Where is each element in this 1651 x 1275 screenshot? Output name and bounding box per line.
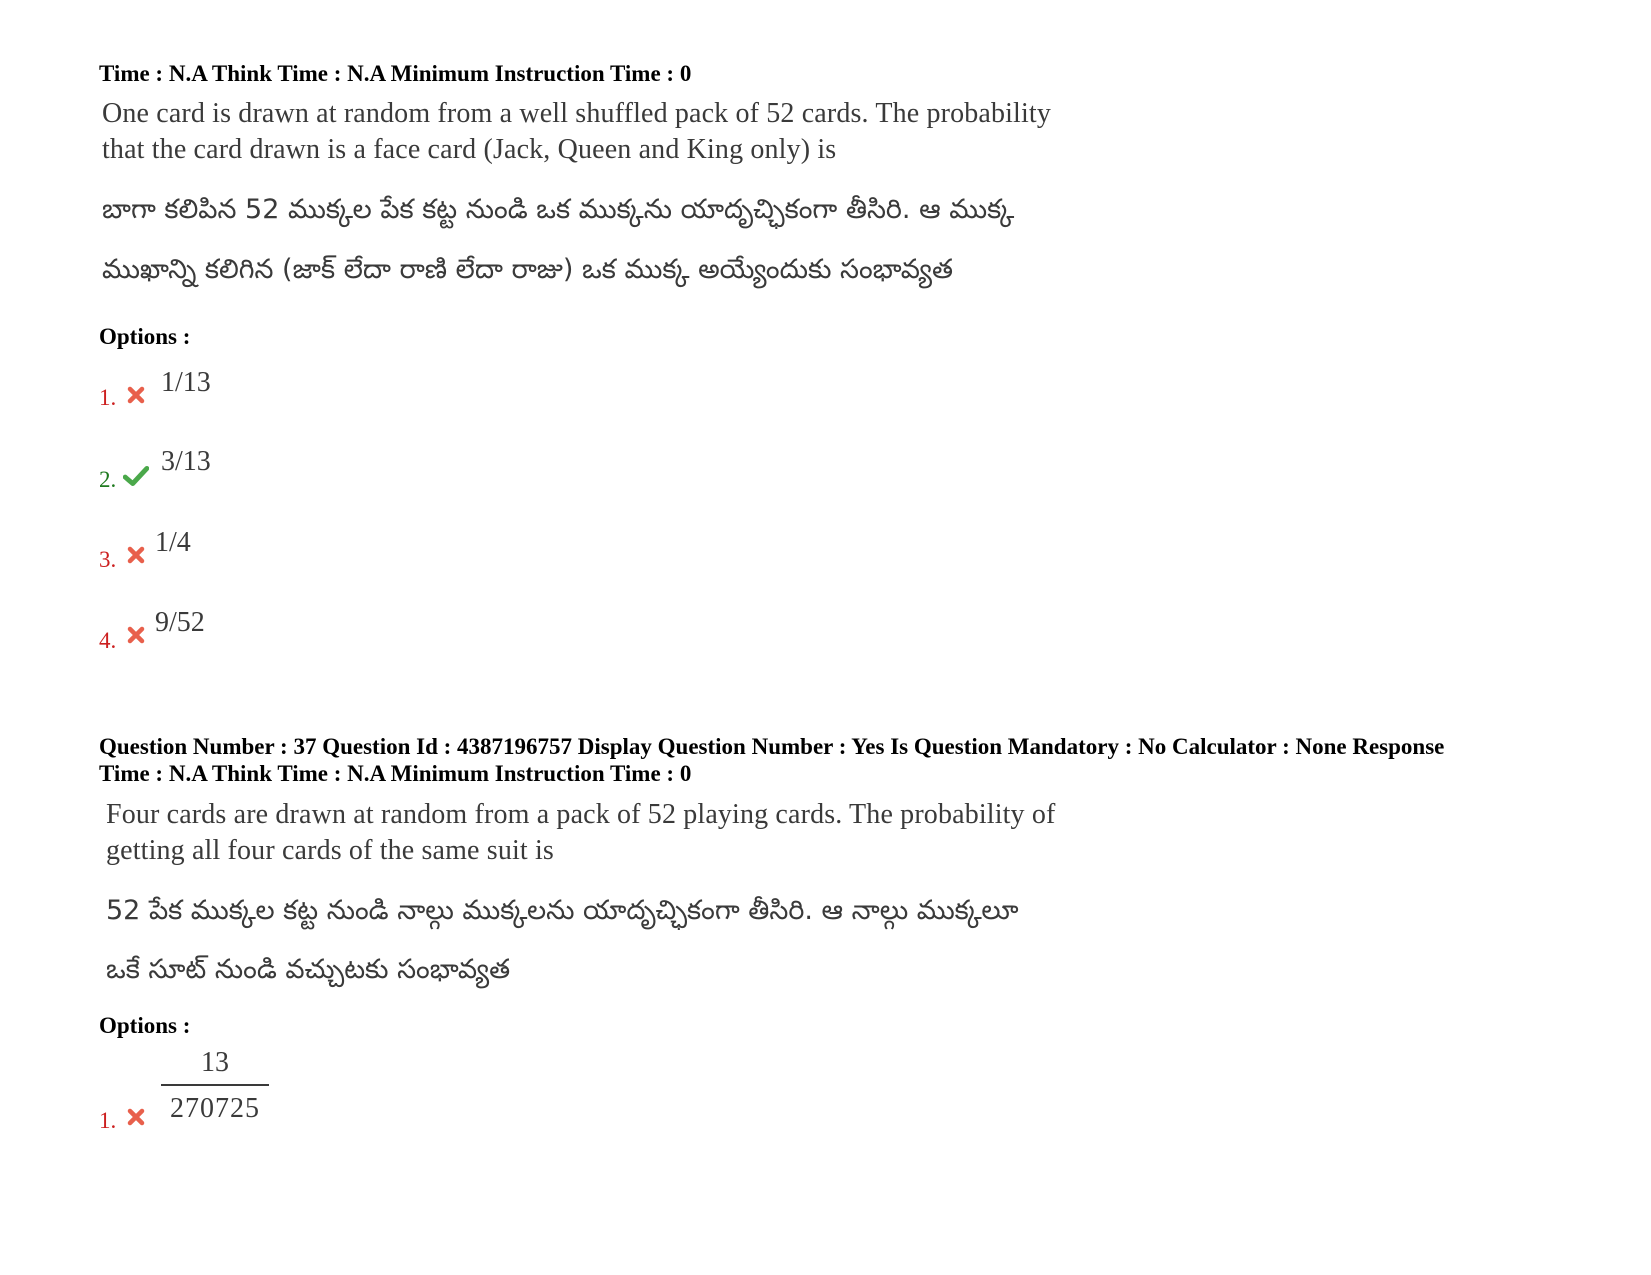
q36-option-2-value: 3/13	[161, 446, 211, 477]
q36-option-3-value: 1/4	[155, 527, 191, 558]
q37-question-telugu-line-2: ఒకే సూట్ నుండి వచ్చుటకు సంభావ్యత	[106, 954, 511, 985]
q37-question-telugu-line-1: 52 పేక ముక్కల కట్ట నుండి నాల్గు ముక్కలను యాదృచ్ఛికంగా తీసిరి. ఆ నాల్గు ముక్కలూ	[106, 895, 1019, 926]
correct-check-icon	[123, 465, 149, 487]
q37-option-1-numerator: 13	[201, 1047, 229, 1078]
wrong-cross-icon	[125, 625, 147, 645]
q36-meta-line: Time : N.A Think Time : N.A Minimum Instruction Time : 0	[99, 61, 692, 86]
q36-english-line-1: One card is drawn at random from a well shuffled pack of 52 cards. The probability	[102, 98, 1051, 129]
q36-option-2-number: 2.	[99, 467, 117, 492]
wrong-cross-icon	[125, 545, 147, 565]
q36-option-1-value: 1/13	[161, 367, 211, 398]
q37-option-1-number: 1.	[99, 1108, 117, 1133]
q37-option-1-fraction	[161, 1046, 269, 1126]
q36-option-4-number: 4.	[99, 628, 117, 653]
q36-options-label: Options :	[99, 324, 191, 349]
fraction-bar	[161, 1084, 269, 1086]
q36-question-telugu-line-1: బాగా కలిపిన 52 ముక్కల పేక కట్ట నుండి ఒక ముక్కను యాదృచ్ఛికంగా తీసిరి. ఆ ముక్క	[102, 194, 1015, 225]
q37-meta-line-2: Time : N.A Think Time : N.A Minimum Instruction Time : 0	[99, 761, 692, 786]
q36-question-telugu-line-2: ముఖాన్ని కలిగిన (జాక్ లేదా రాణి లేదా రాజు) ఒక ముక్క అయ్యేందుకు సంభావ్యత	[102, 254, 954, 285]
q37-meta-line-1: Question Number : 37 Question Id : 4387196757 Display Question Number : Yes Is Question Mandatory : No Calculator : None Response	[99, 734, 1445, 759]
q36-question-english	[102, 96, 1222, 168]
wrong-cross-icon	[125, 1107, 147, 1127]
q36-option-1-number: 1.	[99, 385, 117, 410]
q37-question-english	[106, 797, 1226, 869]
q36-english-line-2: that the card drawn is a face card (Jack, Queen and King only) is	[102, 134, 837, 165]
q37-english-line-2: getting all four cards of the same suit is	[106, 835, 554, 866]
q36-option-3-number: 3.	[99, 547, 117, 572]
q37-options-label: Options :	[99, 1013, 191, 1038]
q36-option-4-value: 9/52	[155, 607, 205, 638]
q37-option-1-denominator: 270725	[170, 1093, 260, 1124]
q37-english-line-1: Four cards are drawn at random from a pack of 52 playing cards. The probability of	[106, 799, 1056, 830]
wrong-cross-icon	[125, 385, 147, 405]
